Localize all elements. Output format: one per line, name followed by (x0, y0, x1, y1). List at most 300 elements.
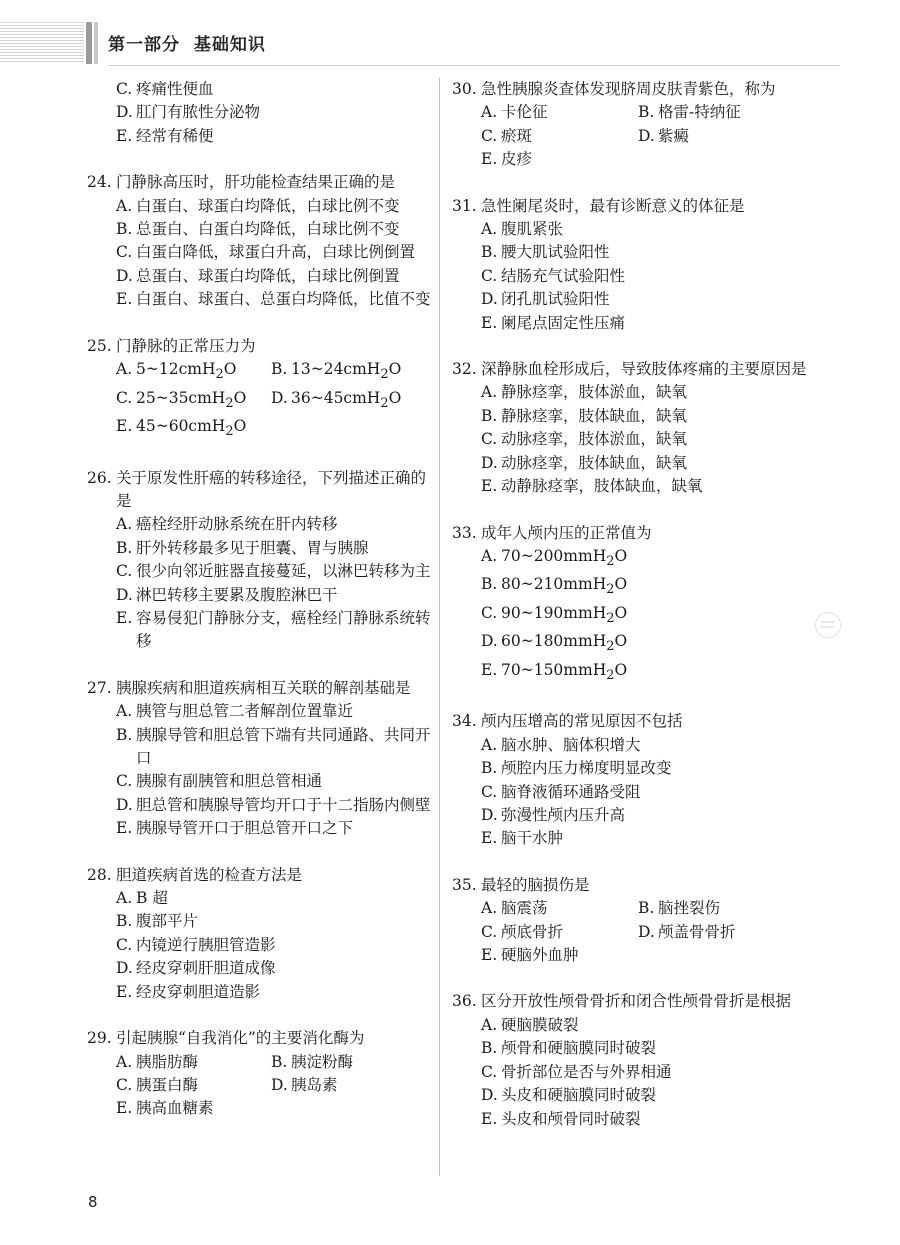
option-text (136, 218, 439, 241)
option-item (116, 981, 439, 1004)
option-text-tail: O (223, 360, 237, 379)
option-item (481, 405, 812, 428)
question-text: 胆道疾病首选的检查方法是 (116, 865, 303, 884)
option-text-tail: O (614, 575, 628, 594)
option-text (501, 218, 812, 241)
option-letter: A. (481, 103, 498, 122)
option-letter: A. (116, 889, 133, 908)
question-number: 31. (452, 196, 477, 215)
option-text-main: 腹部平片 (136, 912, 199, 931)
option-text (136, 78, 439, 101)
option-text-tail: O (614, 632, 628, 651)
option-text-main: 肛门有脓性分泌物 (136, 103, 261, 122)
option-letter: C. (116, 80, 133, 98)
option-text-main: 弥漫性颅内压升高 (501, 806, 626, 825)
option-text (501, 944, 638, 967)
header-rule (108, 65, 840, 66)
option-text-main: 胰脂肪酶 (136, 1052, 199, 1071)
option-item (271, 358, 426, 387)
question-number: 32. (452, 360, 477, 379)
option-item (481, 125, 638, 148)
question-stem (87, 864, 439, 887)
option-item (481, 1014, 812, 1037)
option-text (501, 827, 812, 850)
option-letter: E. (481, 150, 498, 169)
option-item (116, 415, 271, 444)
option-item (116, 537, 439, 560)
option-letter: B. (481, 1039, 498, 1058)
option-text-main: 内镜逆行胰胆管造影 (136, 935, 276, 954)
question-number: 34. (452, 712, 477, 731)
option-item (481, 218, 812, 241)
option-item (116, 887, 439, 910)
option-text-main: 皮疹 (501, 150, 533, 169)
option-item (481, 265, 812, 288)
question-text: 急性胰腺炎查体发现脐周皮肤青紫色，称为 (481, 80, 776, 98)
option-text-main: 动静脉痉挛，肢体缺血，缺氧 (501, 477, 703, 496)
option-text-tail: O (388, 388, 402, 407)
option-text-main: 脑干水肿 (501, 829, 564, 848)
option-item (481, 804, 812, 827)
question-item (452, 990, 812, 1130)
option-text-main: 静脉痉挛，肢体淤血，缺氧 (501, 383, 688, 402)
option-item (271, 1051, 426, 1074)
option-text-main: 白蛋白降低，球蛋白升高，白球比例倒置 (136, 243, 416, 262)
column-divider (439, 78, 440, 1176)
option-letter: D. (638, 922, 655, 941)
question-item (452, 874, 812, 968)
option-text-main: 白蛋白、球蛋白均降低，白球比例不变 (136, 196, 400, 215)
option-list (87, 78, 439, 148)
question-number: 30. (452, 80, 477, 98)
option-item (481, 602, 812, 631)
option-text (136, 101, 439, 124)
option-letter: D. (116, 266, 133, 285)
option-text (658, 125, 795, 148)
option-item (116, 934, 439, 957)
option-text (501, 241, 812, 264)
option-item (481, 148, 638, 171)
option-item (481, 452, 812, 475)
option-item (481, 781, 812, 804)
option-subscript: 2 (606, 582, 615, 598)
question-stem (452, 195, 812, 218)
question-item (452, 522, 812, 688)
option-text-main: 13~24cmH (291, 360, 381, 379)
option-list (452, 1014, 812, 1131)
option-letter: A. (481, 546, 498, 565)
option-text-main: 脑挫裂伤 (658, 899, 721, 918)
option-subscript: 2 (215, 367, 224, 383)
option-list (452, 734, 812, 851)
option-text (501, 573, 812, 602)
option-text-tail: O (614, 603, 628, 622)
option-item (116, 724, 439, 771)
option-text (291, 358, 426, 387)
option-letter: D. (116, 585, 133, 604)
option-text-main: 卡伦征 (501, 103, 548, 122)
option-text (501, 757, 812, 780)
option-letter: C. (116, 388, 133, 407)
option-text-main: 白蛋白、球蛋白、总蛋白均降低，比值不变 (136, 290, 431, 309)
option-letter: A. (481, 1015, 498, 1034)
option-letter: E. (116, 417, 133, 436)
option-text (501, 921, 638, 944)
option-text-main: 容易侵犯门静脉分支，癌栓经门静脉系统转移 (136, 609, 431, 651)
question-stem (87, 171, 439, 194)
option-text-main: 25~35cmH (136, 388, 226, 407)
option-subscript: 2 (225, 424, 234, 440)
option-text-main: 动脉痉挛，肢体缺血，缺氧 (501, 453, 688, 472)
question-stem (452, 522, 812, 545)
option-text (136, 1074, 271, 1097)
question-stem (87, 467, 439, 514)
option-item (481, 897, 638, 920)
option-letter: C. (481, 782, 498, 801)
option-text-main: 经皮穿刺胆道造影 (136, 982, 261, 1001)
option-letter: C. (481, 603, 498, 622)
option-text (501, 381, 812, 404)
option-text (136, 288, 439, 311)
option-text (136, 934, 439, 957)
option-text-main: 总蛋白、球蛋白均降低，白球比例倒置 (136, 266, 400, 285)
option-item (638, 921, 795, 944)
option-text (136, 195, 439, 218)
option-text (658, 921, 795, 944)
option-text-main: 经皮穿刺肝胆道成像 (136, 959, 276, 978)
option-text-tail: O (233, 417, 247, 436)
option-item (481, 630, 812, 659)
question-text: 最轻的脑损伤是 (481, 875, 590, 894)
option-text (501, 312, 812, 335)
option-text-main: 骨折部位是否与外界相通 (501, 1062, 672, 1081)
option-text (501, 452, 812, 475)
question-number: 27. (87, 678, 112, 697)
option-letter: C. (116, 562, 133, 581)
header-bar-decoration (86, 22, 92, 64)
option-text (136, 1097, 271, 1120)
option-text (136, 537, 439, 560)
option-text-main: 胰管与胆总管二者解剖位置靠近 (136, 702, 354, 721)
option-letter: A. (481, 383, 498, 402)
option-item (116, 584, 439, 607)
question-item (452, 710, 812, 850)
option-letter: E. (481, 477, 498, 496)
option-letter: D. (271, 1075, 288, 1094)
option-item (116, 770, 439, 793)
option-letter: D. (638, 126, 655, 145)
option-text-main: 胰腺导管开口于胆总管开口之下 (136, 819, 354, 838)
option-text (501, 1084, 812, 1107)
header-stripe-decoration (0, 22, 84, 64)
option-item (638, 125, 795, 148)
option-text-main: 胰蛋白酶 (136, 1075, 199, 1094)
question-item (87, 1027, 439, 1121)
option-item (116, 1097, 271, 1120)
option-item (116, 700, 439, 723)
option-letter: D. (481, 453, 498, 472)
option-item (116, 358, 271, 387)
option-text-main: 颅腔内压力梯度明显改变 (501, 759, 672, 778)
option-text (136, 910, 439, 933)
question-stem (87, 677, 439, 700)
option-letter: B. (638, 103, 655, 122)
question-stem (452, 874, 812, 897)
question-text: 成年人颅内压的正常值为 (481, 523, 652, 542)
option-letter: C. (116, 1075, 133, 1094)
option-text-main: 70~150mmH (501, 660, 607, 679)
option-letter: B. (116, 538, 133, 557)
option-item (638, 101, 795, 124)
option-letter: E. (481, 946, 498, 965)
option-text-main: 疼痛性便血 (136, 80, 214, 98)
option-letter: D. (271, 388, 288, 407)
option-letter: C. (481, 1062, 498, 1081)
option-letter: A. (116, 515, 133, 534)
option-text (136, 887, 439, 910)
option-text-main: 胰岛素 (291, 1075, 338, 1094)
question-text: 急性阑尾炎时，最有诊断意义的体征是 (481, 196, 745, 215)
option-text-main: 硬脑膜破裂 (501, 1015, 579, 1034)
option-list (452, 218, 812, 335)
question-stem (452, 78, 812, 101)
question-number: 28. (87, 865, 112, 884)
option-text-main: 胰腺导管和胆总管下端有共同通路、共同开口 (136, 725, 431, 768)
option-item (116, 195, 439, 218)
question-item (87, 864, 439, 1004)
option-item (271, 1074, 426, 1097)
option-text-main: 很少向邻近脏器直接蔓延，以淋巴转移为主 (136, 562, 431, 581)
option-text (501, 804, 812, 827)
option-letter: A. (481, 735, 498, 754)
option-text-main: B 超 (136, 889, 168, 908)
question-stem (87, 1027, 439, 1050)
option-subscript: 2 (606, 668, 615, 683)
question-number: 29. (87, 1029, 112, 1048)
option-text-main: 总蛋白、白蛋白均降低，白球比例不变 (136, 220, 400, 239)
option-text-main: 胰高血糖素 (136, 1099, 214, 1118)
option-text-main: 脑水肿、脑体积增大 (501, 735, 641, 754)
option-letter: E. (481, 1109, 498, 1128)
option-text-main: 闭孔肌试验阳性 (501, 290, 610, 309)
option-text-main: 脑脊液循环通路受阻 (501, 782, 641, 801)
option-item (481, 921, 638, 944)
option-text (136, 817, 439, 840)
option-text (291, 387, 426, 416)
option-text-main: 硬脑外血肿 (501, 946, 579, 965)
section-title: 第一部分 基础知识 (108, 35, 266, 55)
option-item (116, 101, 439, 124)
option-text-main: 颅骨和硬脑膜同时破裂 (501, 1039, 657, 1058)
option-item (481, 1061, 812, 1084)
option-text (658, 897, 795, 920)
option-item (481, 101, 638, 124)
question-number: 26. (87, 468, 112, 487)
option-item (116, 241, 439, 264)
option-text (501, 475, 812, 498)
option-text-main: 36~45cmH (291, 388, 381, 407)
option-text-main: 胰淀粉酶 (291, 1052, 354, 1071)
option-item (481, 428, 812, 451)
option-letter: A. (116, 1052, 133, 1071)
option-text (136, 241, 439, 264)
option-text (136, 607, 439, 654)
question-text: 门静脉的正常压力为 (116, 336, 256, 355)
option-text (501, 897, 638, 920)
option-text-main: 头皮和颅骨同时破裂 (501, 1109, 641, 1128)
option-text-main: 脑震荡 (501, 899, 548, 918)
option-subscript: 2 (225, 395, 234, 411)
page-number: 8 (88, 1193, 98, 1211)
option-text (501, 659, 812, 688)
question-item (452, 195, 812, 335)
question-text: 区分开放性颅骨骨折和闭合性颅骨骨折是根据 (481, 992, 792, 1011)
option-subscript: 2 (380, 395, 389, 411)
question-item (87, 467, 439, 654)
watermark-logo-icon (815, 612, 841, 638)
option-item (481, 1108, 812, 1131)
option-text (501, 1037, 812, 1060)
option-list (87, 887, 439, 1004)
option-item (116, 218, 439, 241)
option-item (116, 910, 439, 933)
option-text-main: 经常有稀便 (136, 126, 214, 145)
option-letter: C. (481, 430, 498, 449)
option-text (136, 957, 439, 980)
option-letter: A. (116, 702, 133, 721)
option-text (501, 781, 812, 804)
question-item (87, 78, 439, 148)
option-text (291, 1051, 426, 1074)
option-text (501, 405, 812, 428)
option-item (481, 241, 812, 264)
question-item (87, 335, 439, 444)
option-item (481, 659, 812, 688)
option-letter: C. (481, 922, 498, 941)
option-letter: E. (116, 819, 133, 838)
option-item (481, 545, 812, 574)
option-text (501, 1108, 812, 1131)
option-subscript: 2 (606, 639, 615, 655)
option-text-main: 90~190mmH (501, 603, 607, 622)
option-text-main: 45~60cmH (136, 417, 226, 436)
option-text (501, 545, 812, 574)
option-list (452, 897, 812, 967)
option-text-main: 70~200mmH (501, 546, 607, 565)
option-text-tail: O (388, 360, 402, 379)
option-letter: E. (481, 660, 498, 679)
option-item (116, 265, 439, 288)
option-item (116, 387, 271, 416)
option-item (116, 957, 439, 980)
option-text (501, 288, 812, 311)
option-text-main: 60~180mmH (501, 632, 607, 651)
question-item (87, 677, 439, 841)
option-letter: D. (116, 959, 133, 978)
question-item (87, 171, 439, 311)
page-header (0, 20, 900, 76)
question-text: 引起胰腺“自我消化”的主要消化酶为 (116, 1029, 365, 1048)
option-letter: E. (481, 829, 498, 848)
option-text-main: 紫癜 (658, 126, 690, 145)
option-letter: A. (481, 220, 498, 239)
option-list (452, 545, 812, 688)
option-letter: A. (116, 196, 133, 215)
option-text (136, 125, 439, 148)
option-text (501, 265, 812, 288)
option-text-main: 癌栓经肝动脉系统在肝内转移 (136, 515, 338, 534)
option-letter: A. (481, 899, 498, 918)
option-text-main: 腰大肌试验阳性 (501, 243, 610, 262)
option-text (136, 358, 271, 387)
option-text (501, 125, 638, 148)
option-letter: D. (481, 290, 498, 309)
question-text: 颅内压增高的常见原因不包括 (481, 712, 683, 731)
option-letter: B. (116, 725, 133, 744)
option-letter: E. (116, 609, 133, 627)
question-item (452, 78, 812, 172)
option-item (481, 734, 812, 757)
option-text-main: 瘀斑 (501, 126, 533, 145)
option-text (501, 630, 812, 659)
option-list (87, 513, 439, 653)
right-column (452, 78, 812, 1154)
question-number: 33. (452, 523, 477, 542)
option-item (481, 573, 812, 602)
option-list (87, 358, 439, 444)
option-item (116, 288, 439, 311)
option-text (501, 101, 638, 124)
option-letter: C. (481, 126, 498, 145)
option-letter: B. (481, 759, 498, 778)
option-item (481, 475, 812, 498)
option-text-main: 静脉痉挛，肢体缺血，缺氧 (501, 406, 688, 425)
option-item (116, 513, 439, 536)
option-letter: C. (116, 772, 133, 791)
option-subscript: 2 (380, 367, 389, 383)
option-text-main: 阑尾点固定性压痛 (501, 313, 626, 332)
option-text (136, 794, 439, 817)
option-item (116, 794, 439, 817)
option-item (116, 607, 439, 654)
option-letter: E. (481, 313, 498, 332)
option-text (136, 770, 439, 793)
question-number: 36. (452, 992, 477, 1011)
option-letter: B. (271, 1052, 288, 1071)
option-text-main: 5~12cmH (136, 360, 216, 379)
option-letter: B. (481, 575, 498, 594)
option-text-main: 淋巴转移主要累及腹腔淋巴干 (136, 585, 338, 604)
option-text-main: 结肠充气试验阳性 (501, 266, 626, 285)
question-number: 25. (87, 336, 112, 355)
question-number: 35. (452, 875, 477, 894)
question-text: 门静脉高压时，肝功能检查结果正确的是 (116, 173, 396, 192)
option-item (638, 897, 795, 920)
option-letter: B. (116, 912, 133, 931)
option-text-main: 颅盖骨骨折 (658, 922, 736, 941)
option-letter: B. (638, 899, 655, 918)
option-list (87, 195, 439, 312)
option-text-main: 动脉痉挛，肢体淤血，缺氧 (501, 430, 688, 449)
option-letter: E. (116, 1099, 133, 1118)
option-letter: B. (271, 360, 288, 379)
option-letter: C. (481, 266, 498, 285)
option-text-main: 胆总管和胰腺导管均开口于十二指肠内侧壁 (136, 795, 431, 814)
option-letter: D. (116, 103, 133, 122)
option-item (481, 1037, 812, 1060)
option-item (481, 312, 812, 335)
option-text-main: 头皮和硬脑膜同时破裂 (501, 1086, 657, 1105)
